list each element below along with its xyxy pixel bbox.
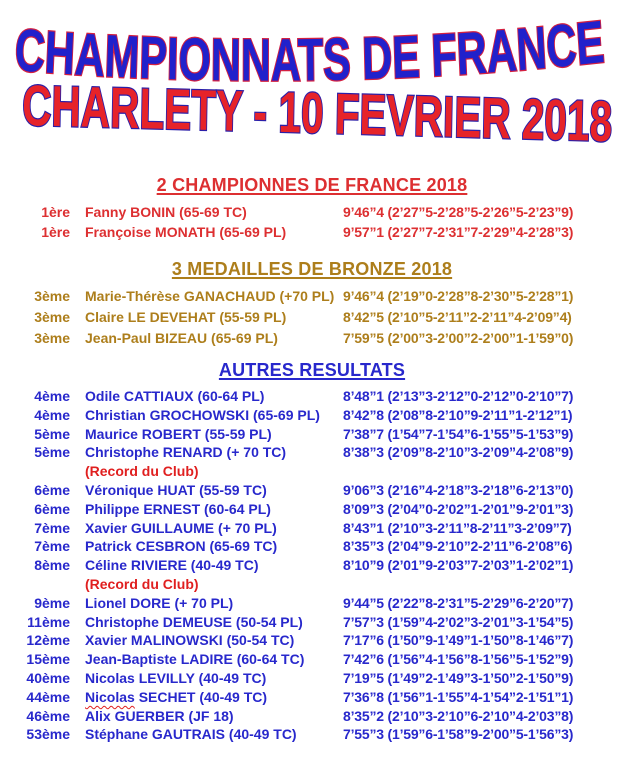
result-row (0, 222, 624, 242)
athlete-name: Marie-Thérèse GANACHAUD (+70 PL) (85, 288, 335, 304)
record-note-row (0, 575, 624, 594)
rank-cell: 6ème (34, 500, 70, 517)
record-note: (Record du Club) (85, 575, 199, 592)
misspelled-word: Nicolas (85, 688, 135, 705)
athlete-name: Céline RIVIERE (40-49 TC) (85, 557, 259, 574)
rank-cell: 1ère (41, 204, 70, 220)
results (0, 174, 624, 744)
athlete-name: Odile CATTIAUX (60-64 PL) (85, 388, 265, 404)
result-row (0, 481, 624, 500)
result-row (0, 650, 624, 669)
athlete-name: Jean-Baptiste LADIRE (60-64 TC) (85, 651, 305, 668)
athlete-name: Nicolas SECHET (40-49 TC) (85, 688, 268, 705)
results-section (0, 258, 624, 349)
time-cell: 7’59”5 (2’00”3-2’00”2-2’00”1-1’59”0) (343, 330, 574, 346)
result-row (0, 594, 624, 613)
athlete-name: Françoise MONATH (65-69 PL) (85, 224, 287, 240)
time-cell: 9’57”1 (2’27”7-2’31”7-2’29”4-2’28”3) (343, 224, 574, 240)
rank-cell: 46ème (26, 707, 70, 724)
rank-cell: 3ème (34, 288, 70, 304)
rank-cell: 12ème (26, 632, 70, 649)
rank-cell: 44ème (26, 688, 70, 705)
result-row (0, 425, 624, 444)
result-row (0, 387, 624, 406)
athlete-name: Christian GROCHOWSKI (65-69 PL) (85, 406, 320, 423)
athlete-name: Jean-Paul BIZEAU (65-69 PL) (85, 330, 278, 346)
time-cell: 8’09”3 (2’04”0-2’02”1-2’01”9-2’01”3) (343, 500, 574, 517)
time-cell: 9’46”4 (2’27”5-2’28”5-2’26”5-2’23”9) (343, 204, 574, 220)
athlete-name: Nicolas LEVILLY (40-49 TC) (85, 669, 267, 686)
result-row (0, 406, 624, 425)
result-row (0, 443, 624, 462)
time-cell: 9’06”3 (2’16”4-2’18”3-2’18”6-2’13”0) (343, 481, 574, 498)
rank-cell: 7ème (34, 538, 70, 555)
time-cell: 8’35”2 (2’10”3-2’10”6-2’10”4-2’03”8) (343, 707, 574, 724)
athlete-name: Fanny BONIN (65-69 TC) (85, 204, 247, 220)
time-cell: 7’19”5 (1’49”2-1’49”3-1’50”2-1’50”9) (343, 669, 574, 686)
time-cell: 8’42”5 (2’10”5-2’11”2-2’11”4-2’09”4) (343, 309, 572, 325)
results-section (0, 359, 624, 744)
section-heading: 2 CHAMPIONNES DE FRANCE 2018 (156, 175, 468, 195)
rank-cell: 5ème (34, 444, 70, 461)
record-note-row (0, 462, 624, 481)
rank-cell: 5ème (34, 425, 70, 442)
athlete-name: Stéphane GAUTRAIS (40-49 TC) (85, 726, 297, 743)
time-cell: 7’55”3 (1’59”6-1’58”9-2’00”5-1’56”3) (343, 726, 574, 743)
section-rows (0, 387, 624, 744)
result-row (0, 725, 624, 744)
rank-cell: 3ème (34, 330, 70, 346)
rank-cell: 9ème (34, 594, 70, 611)
result-row (0, 537, 624, 556)
rank-cell: 6ème (34, 481, 70, 498)
results-section (0, 174, 624, 242)
time-cell: 8’38”3 (2’09”8-2’10”3-2’09”4-2’08”9) (343, 444, 574, 461)
result-row (0, 631, 624, 650)
result-row (0, 707, 624, 726)
section-rows (0, 202, 624, 242)
time-cell: 7’36”8 (1’56”1-1’55”4-1’54”2-1’51”1) (343, 688, 574, 705)
rank-cell: 1ère (41, 224, 70, 240)
time-cell: 9’46”4 (2’19”0-2’28”8-2’30”5-2’28”1) (343, 288, 574, 304)
result-row (0, 307, 624, 328)
time-cell: 8’42”8 (2’08”8-2’10”9-2’11”1-2’12”1) (343, 406, 573, 423)
athlete-name: Philippe ERNEST (60-64 PL) (85, 500, 271, 517)
athlete-name: Christophe RENARD (+ 70 TC) (85, 444, 287, 461)
athlete-name: Christophe DEMEUSE (50-54 PL) (85, 613, 303, 630)
rank-cell: 7ème (34, 519, 70, 536)
result-row (0, 669, 624, 688)
time-cell: 8’35”3 (2’04”9-2’10”2-2’11”6-2’08”6) (343, 538, 573, 555)
time-cell: 8’48”1 (2’13”3-2’12”0-2’12”0-2’10”7) (343, 388, 574, 404)
time-cell: 9’44”5 (2’22”8-2’31”5-2’29”6-2’20”7) (343, 594, 574, 611)
athlete-name: Xavier MALINOWSKI (50-54 TC) (85, 632, 295, 649)
section-rows (0, 286, 624, 349)
athlete-name: Maurice ROBERT (55-59 PL) (85, 425, 272, 442)
event-title-art (0, 0, 624, 158)
athlete-name: Xavier GUILLAUME (+ 70 PL) (85, 519, 277, 536)
rank-cell: 8ème (34, 557, 70, 574)
result-row (0, 519, 624, 538)
time-cell: 8’10”9 (2’01”9-2’03”7-2’03”1-2’02”1) (343, 557, 574, 574)
athlete-name: Lionel DORE (+ 70 PL) (85, 594, 234, 611)
time-cell: 7’42”6 (1’56”4-1’56”8-1’56”5-1’52”9) (343, 651, 574, 668)
rank-cell: 4ème (34, 388, 70, 404)
result-row (0, 613, 624, 632)
rank-cell: 3ème (34, 309, 70, 325)
record-note: (Record du Club) (85, 463, 199, 480)
athlete-name: Claire LE DEVEHAT (55-59 PL) (85, 309, 287, 325)
rank-cell: 53ème (26, 726, 70, 743)
athlete-name: Véronique HUAT (55-59 TC) (85, 481, 267, 498)
result-row (0, 500, 624, 519)
athlete-name: Patrick CESBRON (65-69 TC) (85, 538, 278, 555)
rank-cell: 40ème (26, 669, 70, 686)
result-row (0, 202, 624, 222)
title-line2: CHARLETY - 10 FEVRIER 2018 (21, 74, 616, 155)
result-row (0, 688, 624, 707)
result-row (0, 328, 624, 349)
section-heading: 3 MEDAILLES DE BRONZE 2018 (171, 259, 453, 279)
result-row (0, 286, 624, 307)
rank-cell: 11ème (27, 613, 70, 630)
athlete-name: Alix GUERBER (JF 18) (85, 707, 234, 724)
rank-cell: 4ème (34, 406, 70, 423)
title-line1: CHAMPIONNATS DE FRANCE (13, 7, 611, 94)
time-cell: 7’57”3 (1’59”4-2’02”3-2’01”3-1’54”5) (343, 613, 574, 630)
rank-cell: 15ème (26, 651, 70, 668)
result-row (0, 556, 624, 575)
time-cell: 8’43”1 (2’10”3-2’11”8-2’11”3-2’09”7) (343, 519, 572, 536)
section-heading: AUTRES RESULTATS (218, 360, 406, 380)
time-cell: 7’38”7 (1’54”7-1’54”6-1’55”5-1’53”9) (343, 425, 574, 442)
time-cell: 7’17”6 (1’50”9-1’49”1-1’50”8-1’46”7) (343, 632, 574, 649)
